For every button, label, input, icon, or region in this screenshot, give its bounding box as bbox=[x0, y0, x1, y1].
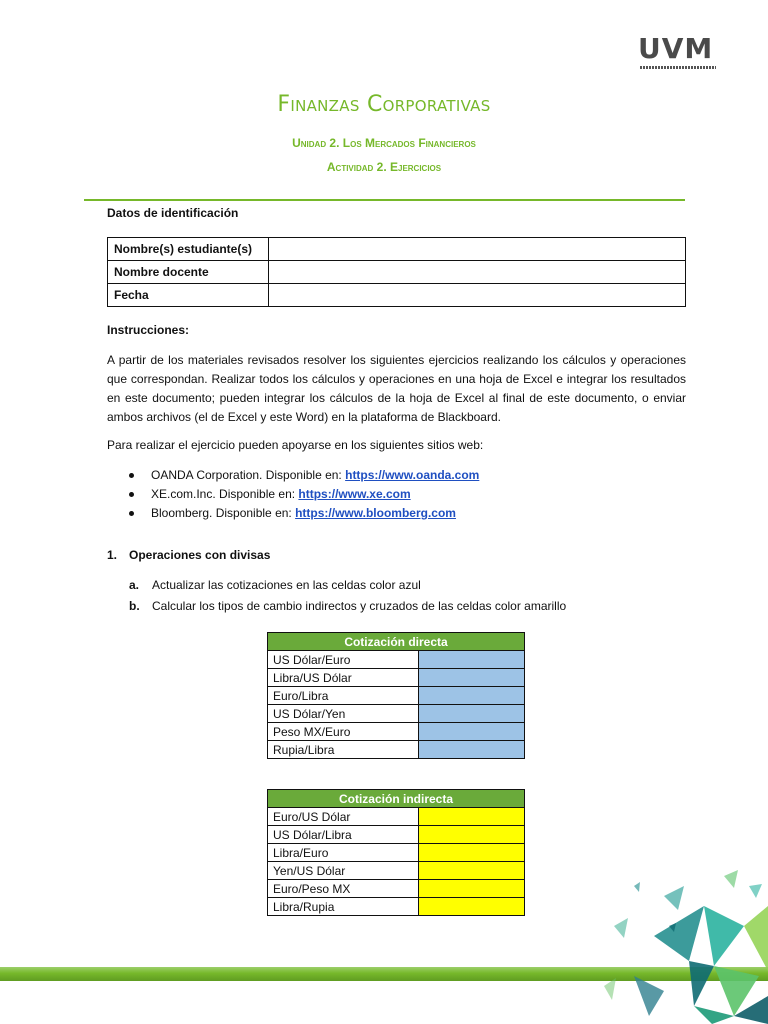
document-title: Finanzas Corporativas bbox=[277, 92, 491, 117]
sites-list bbox=[107, 466, 479, 523]
direct-quotes-header: Cotización directa bbox=[268, 633, 525, 651]
direct-quotes-table bbox=[267, 632, 525, 759]
currency-pair: Libra/Rupia bbox=[268, 898, 419, 916]
direct-quote-cell[interactable] bbox=[419, 723, 525, 741]
site-description: OANDA Corporation. Disponible en: bbox=[151, 468, 346, 482]
list-item bbox=[107, 485, 479, 504]
teacher-name-field[interactable] bbox=[269, 261, 686, 284]
indirect-quote-cell[interactable] bbox=[419, 808, 525, 826]
bullet-icon bbox=[129, 473, 134, 478]
section-title: Operaciones con divisas bbox=[129, 548, 271, 562]
table-row bbox=[268, 862, 525, 880]
direct-quote-cell[interactable] bbox=[419, 651, 525, 669]
unit-subtitle: Unidad 2. Los Mercados Financieros bbox=[292, 136, 476, 150]
section-number: 1. bbox=[107, 548, 118, 562]
teacher-name-label: Nombre docente bbox=[108, 261, 269, 284]
table-row bbox=[108, 261, 686, 284]
header-divider bbox=[84, 199, 685, 201]
activity-subtitle: Actividad 2. Ejercicios bbox=[326, 160, 442, 174]
direct-quote-cell[interactable] bbox=[419, 705, 525, 723]
direct-quote-cell[interactable] bbox=[419, 687, 525, 705]
student-name-field[interactable] bbox=[269, 238, 686, 261]
table-row bbox=[268, 705, 525, 723]
table-row bbox=[108, 284, 686, 307]
step-text: Actualizar las cotizaciones en las celdas color azul bbox=[152, 578, 421, 592]
identification-table bbox=[107, 237, 686, 307]
student-name-label: Nombre(s) estudiante(s) bbox=[108, 238, 269, 261]
table-row bbox=[268, 651, 525, 669]
currency-pair: Libra/Euro bbox=[268, 844, 419, 862]
direct-quote-cell[interactable] bbox=[419, 741, 525, 759]
currency-pair: Euro/Libra bbox=[268, 687, 419, 705]
indirect-quote-cell[interactable] bbox=[419, 826, 525, 844]
currency-pair: US Dólar/Yen bbox=[268, 705, 419, 723]
indirect-quote-cell[interactable] bbox=[419, 880, 525, 898]
table-row bbox=[268, 808, 525, 826]
step-a bbox=[129, 578, 421, 592]
xe-link[interactable]: https://www.xe.com bbox=[298, 487, 411, 501]
step-b bbox=[129, 599, 566, 613]
indirect-quote-cell[interactable] bbox=[419, 862, 525, 880]
site-description: Bloomberg. Disponible en: bbox=[151, 506, 296, 520]
list-item bbox=[107, 504, 479, 523]
step-text: Calcular los tipos de cambio indirectos y cruzados de las celdas color amarillo bbox=[152, 599, 567, 613]
currency-pair: Libra/US Dólar bbox=[268, 669, 419, 687]
bullet-icon bbox=[129, 511, 134, 516]
step-letter: a. bbox=[129, 578, 140, 592]
currency-pair: Yen/US Dólar bbox=[268, 862, 419, 880]
currency-pair: Peso MX/Euro bbox=[268, 723, 419, 741]
instructions-heading: Instrucciones: bbox=[107, 323, 190, 337]
direct-quote-cell[interactable] bbox=[419, 669, 525, 687]
site-description: XE.com.Inc. Disponible en: bbox=[151, 487, 299, 501]
currency-pair: US Dólar/Libra bbox=[268, 826, 419, 844]
date-label: Fecha bbox=[108, 284, 269, 307]
table-row bbox=[268, 826, 525, 844]
table-row bbox=[268, 898, 525, 916]
step-letter: b. bbox=[129, 599, 140, 613]
list-item bbox=[107, 466, 479, 485]
indirect-quotes-table bbox=[267, 789, 525, 916]
polygon-decoration-icon bbox=[594, 866, 768, 1024]
instructions-paragraph: A partir de los materiales revisados resolver los siguientes ejercicios realizando los cálculos y operaciones que correspondan. Realizar todos los cálculos y operaciones en una hoja de Excel e integrar los resultados en este documento; pueden integrar los cálculos de la hoja de Excel al final de este documento, o enviar ambos archivos (el de Excel y este Word) en la plataforma de Blackboard. bbox=[107, 353, 686, 424]
table-row bbox=[268, 669, 525, 687]
table-row bbox=[268, 880, 525, 898]
uvm-logo bbox=[638, 34, 720, 74]
sites-intro: Para realizar el ejercicio pueden apoyarse en los siguientes sitios web: bbox=[107, 438, 484, 452]
table-row bbox=[268, 741, 525, 759]
table-row bbox=[268, 723, 525, 741]
date-field[interactable] bbox=[269, 284, 686, 307]
oanda-link[interactable]: https://www.oanda.com bbox=[345, 468, 480, 482]
identification-heading: Datos de identificación bbox=[107, 206, 239, 220]
currency-pair: Euro/US Dólar bbox=[268, 808, 419, 826]
table-row bbox=[108, 238, 686, 261]
logo-wordmark: UVM bbox=[638, 32, 714, 65]
indirect-quotes-header: Cotización indirecta bbox=[268, 790, 525, 808]
table-row bbox=[268, 844, 525, 862]
table-row bbox=[268, 687, 525, 705]
currency-pair: Euro/Peso MX bbox=[268, 880, 419, 898]
indirect-quote-cell[interactable] bbox=[419, 898, 525, 916]
section-heading bbox=[107, 548, 270, 562]
logo-tagline bbox=[640, 66, 716, 69]
indirect-quote-cell[interactable] bbox=[419, 844, 525, 862]
currency-pair: Rupia/Libra bbox=[268, 741, 419, 759]
bullet-icon bbox=[129, 492, 134, 497]
bloomberg-link[interactable]: https://www.bloomberg.com bbox=[295, 506, 456, 520]
currency-pair: US Dólar/Euro bbox=[268, 651, 419, 669]
